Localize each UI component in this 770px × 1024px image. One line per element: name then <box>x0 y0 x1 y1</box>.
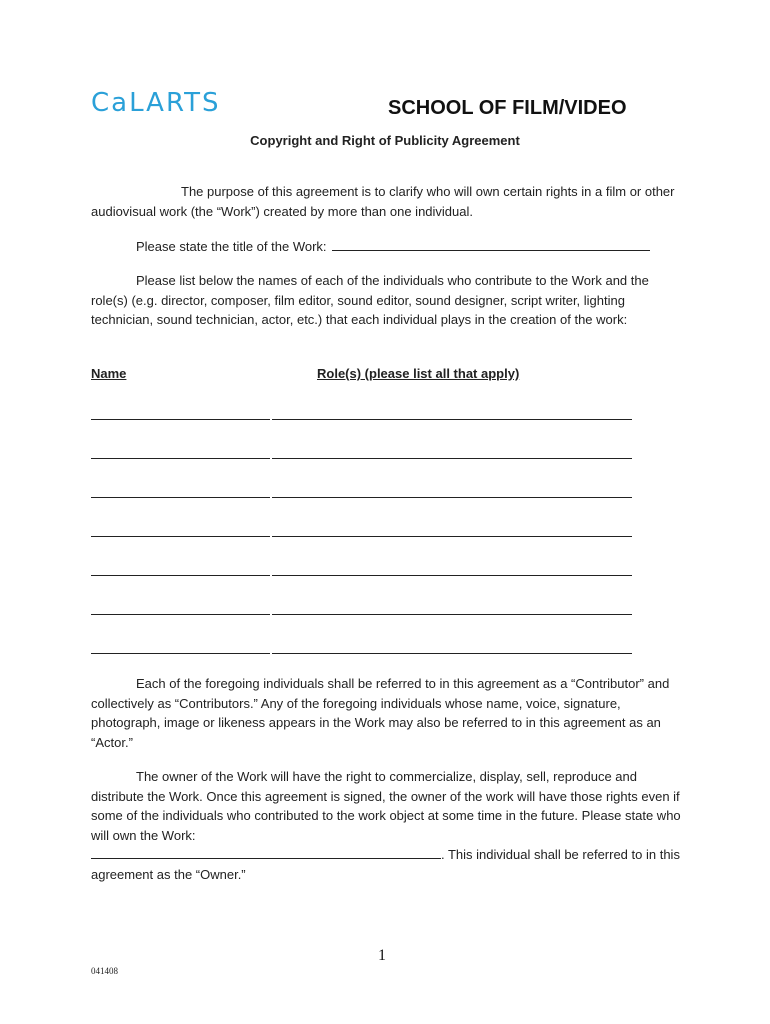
table-row[interactable] <box>91 575 632 576</box>
page-number: 1 <box>378 947 386 964</box>
owner-paragraph <box>91 767 681 884</box>
owner-suffix: . This individual shall be referred to in this agreement as the “Owner.” <box>91 847 680 882</box>
cell-divider <box>270 457 272 459</box>
table-row[interactable] <box>91 419 632 420</box>
cell-divider <box>270 418 272 420</box>
cell-divider <box>270 535 272 537</box>
work-title-row <box>91 237 681 257</box>
contributor-paragraph <box>91 674 681 752</box>
role-column-header: Role(s) (please list all that apply) <box>317 366 520 381</box>
name-column-header: Name <box>91 366 127 381</box>
cell-divider <box>270 574 272 576</box>
purpose-paragraph <box>91 182 681 221</box>
work-title-field[interactable] <box>332 237 650 251</box>
table-row[interactable] <box>91 497 632 498</box>
list-paragraph <box>91 271 681 330</box>
school-title: SCHOOL OF FILM/VIDEO <box>388 97 627 119</box>
document-code: 041408 <box>91 966 118 976</box>
cell-divider <box>270 613 272 615</box>
agreement-title: Copyright and Right of Publicity Agreement <box>250 133 520 148</box>
list-text: Please list below the names of each of the individuals who contribute to the Work and the role(s) (e.g. director, composer, film editor, sound editor, sound designer, script writer, lighting technician, sound technician, actor, etc.) that each individual plays in the creation of the work: <box>91 273 649 327</box>
contributor-text: Each of the foregoing individuals shall be referred to in this agreement as a “Contributor” and collectively as “Contributors.” Any of the foregoing individuals whose name, voice, signature, photograph, image or likeness appears in the Work may also be referred to in this agreement as an “Actor.” <box>91 676 670 750</box>
table-row[interactable] <box>91 653 632 654</box>
calarts-logo: CaLARTS <box>91 88 221 118</box>
owner-text: The owner of the Work will have the right to commercialize, display, sell, reproduce and distribute the Work. Once this agreement is signed, the owner of the work will have those rights even if some of the individuals who contributed to the work object at some time in the future. Please state who will own the Work: <box>91 769 681 843</box>
cell-divider <box>270 652 272 654</box>
purpose-text: The purpose of this agreement is to clarify who will own certain rights in a film or other audiovisual work (the “Work”) created by more than one individual. <box>91 184 675 219</box>
table-row[interactable] <box>91 614 632 615</box>
work-title-label: Please state the title of the Work: <box>136 239 327 254</box>
table-row[interactable] <box>91 458 632 459</box>
cell-divider <box>270 496 272 498</box>
table-row[interactable] <box>91 536 632 537</box>
owner-field[interactable] <box>91 845 441 859</box>
